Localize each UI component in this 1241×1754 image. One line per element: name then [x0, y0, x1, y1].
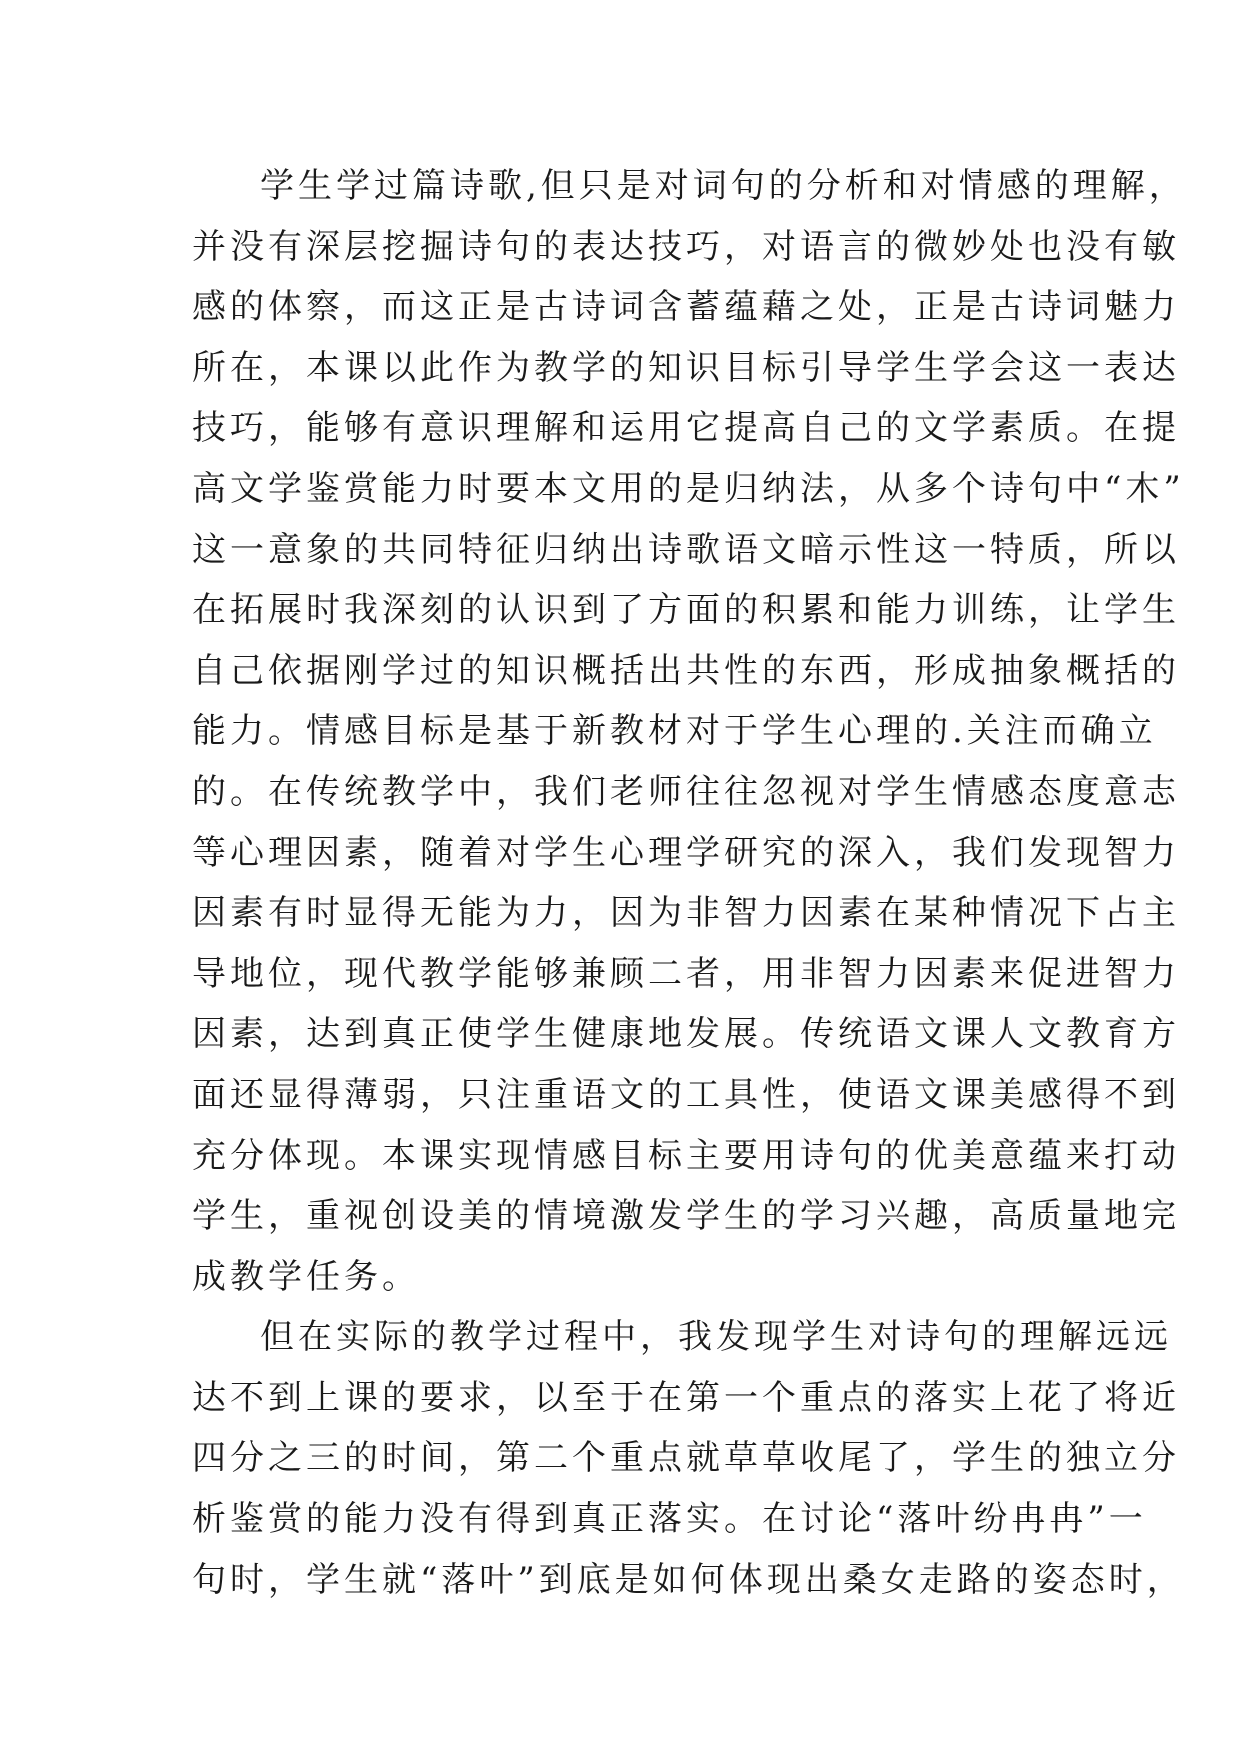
text-line: 自己依据刚学过的知识概括出共性的东西，形成抽象概括的 [192, 650, 1180, 691]
text-line: 等心理因素，随着对学生心理学研究的深入，我们发现智力 [192, 832, 1180, 873]
text-line: 达不到上课的要求，以至于在第一个重点的落实上花了将近 [192, 1377, 1180, 1418]
text-line: 在拓展时我深刻的认识到了方面的积累和能力训练，让学生 [192, 590, 1180, 631]
text-line: 充分体现。本课实现情感目标主要用诗句的优美意蕴来打动 [192, 1135, 1180, 1176]
text-line: 这一意象的共同特征归纳出诗歌语文暗示性这一特质，所以 [192, 529, 1180, 570]
text-line: 的。在传统教学中，我们老师往往忽视对学生情感态度意志 [192, 771, 1180, 812]
text-line: 导地位，现代教学能够兼顾二者，用非智力因素来促进智力 [192, 953, 1180, 994]
text-line: 感的体察，而这正是古诗词含蓄蕴藉之处，正是古诗词魅力 [192, 287, 1180, 328]
text-line: 析鉴赏的能力没有得到真正落实。在讨论“落叶纷冉冉”一 [192, 1499, 1147, 1540]
body-text [192, 156, 1187, 1610]
text-line: 高文学鉴赏能力时要本文用的是归纳法，从多个诗句中“木” [192, 468, 1185, 509]
text-line: 学生学过篇诗歌,但只是对词句的分析和对情感的理解， [260, 166, 1187, 206]
text-line: 四分之三的时间，第二个重点就草草收尾了，学生的独立分 [192, 1438, 1180, 1479]
text-line: 技巧，能够有意识理解和运用它提高自己的文学素质。在提 [192, 408, 1180, 449]
text-line: 句时，学生就“落叶”到底是如何体现出桑女走路的姿态时， [192, 1559, 1185, 1600]
text-line: 但在实际的教学过程中，我发现学生对诗句的理解远远 [260, 1317, 1172, 1358]
text-line: 因素有时显得无能为力，因为非智力因素在某种情况下占主 [192, 893, 1180, 934]
text-line: 所在，本课以此作为教学的知识目标引导学生学会这一表达 [192, 347, 1180, 388]
text-line: 能力。情感目标是基于新教材对于学生心理的.关注而确立 [192, 711, 1157, 752]
text-line: 成教学任务。 [192, 1256, 420, 1297]
text-line: 面还显得薄弱，只注重语文的工具性，使语文课美感得不到 [192, 1074, 1180, 1115]
text-line: 因素，达到真正使学生健康地发展。传统语文课人文教育方 [192, 1014, 1180, 1055]
text-line: 学生，重视创设美的情境激发学生的学习兴趣，高质量地完 [192, 1196, 1180, 1237]
text-line: 并没有深层挖掘诗句的表达技巧，对语言的微妙处也没有敏 [192, 226, 1180, 267]
